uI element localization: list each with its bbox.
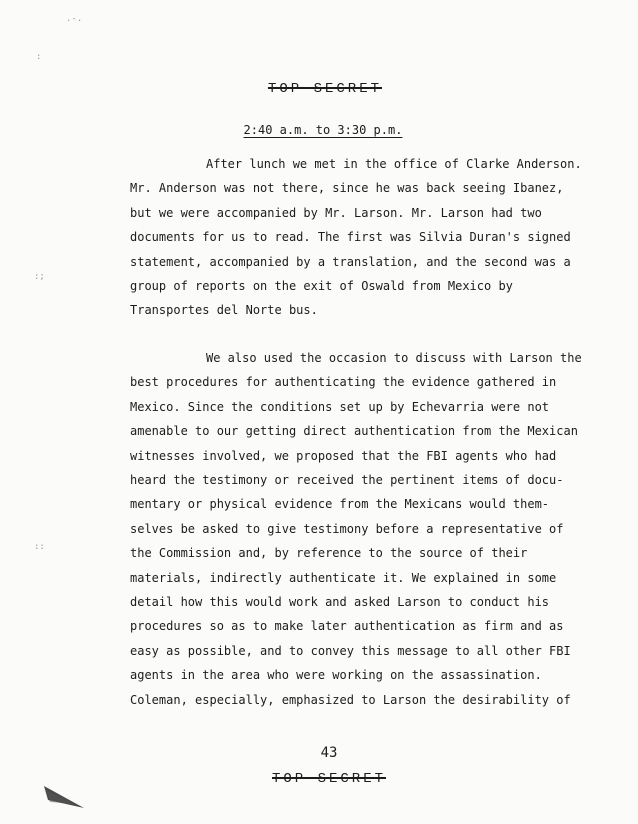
text-line: After lunch we met in the office of Clarke Anderson. (206, 157, 582, 171)
text-line: documents for us to read. The first was Silvia Duran's signed (130, 230, 571, 245)
classification-header: TOP SECRET (267, 81, 382, 97)
text-line: witnesses involved, we proposed that the FBI agents who had (130, 448, 557, 463)
classification-footer: TOP SECRET (271, 771, 386, 787)
text-line: procedures so as to make later authentication as firm and as (130, 619, 564, 634)
scan-speck: :; (34, 272, 45, 282)
time-heading: 2:40 a.m. to 3:30 p.m. (243, 123, 403, 137)
text-line: heard the testimony or received the pertinent items of docu- (130, 473, 564, 488)
paragraph (130, 346, 600, 712)
scan-speck: .-. (66, 14, 83, 24)
text-line: agents in the area who were working on the assassination. (130, 668, 542, 683)
paragraph (130, 152, 600, 323)
text-line: the Commission and, by reference to the source of their (130, 546, 528, 561)
text-line: Mexico. Since the conditions set up by Echevarria were not (130, 399, 550, 414)
scan-corner-mark (44, 786, 84, 808)
page-number: 43 (320, 745, 338, 761)
text-line: statement, accompanied by a translation, and the second was a (130, 254, 571, 269)
scan-speck: : (36, 52, 42, 62)
text-line: but we were accompanied by Mr. Larson. Mr. Larson had two (130, 205, 542, 220)
text-line: Mr. Anderson was not there, since he was back seeing Ibanez, (130, 181, 564, 196)
text-line: materials, indirectly authenticate it. We explained in some (130, 570, 557, 585)
text-line: group of reports on the exit of Oswald from Mexico by (130, 279, 513, 294)
text-line: mentary or physical evidence from the Mexicans would them- (130, 497, 550, 512)
scan-speck: :: (34, 542, 45, 552)
text-line: selves be asked to give testimony before a representative of (130, 521, 564, 536)
text-line: amenable to our getting direct authentication from the Mexican (130, 424, 578, 439)
text-line: best procedures for authenticating the evidence gathered in (130, 375, 557, 390)
text-line: We also used the occasion to discuss with Larson the (206, 351, 582, 365)
text-line: Coleman, especially, emphasized to Larson the desirability of (130, 692, 571, 707)
text-line: easy as possible, and to convey this message to all other FBI (130, 643, 571, 658)
text-line: detail how this would work and asked Larson to conduct his (130, 595, 550, 610)
text-line: Transportes del Norte bus. (130, 303, 318, 318)
